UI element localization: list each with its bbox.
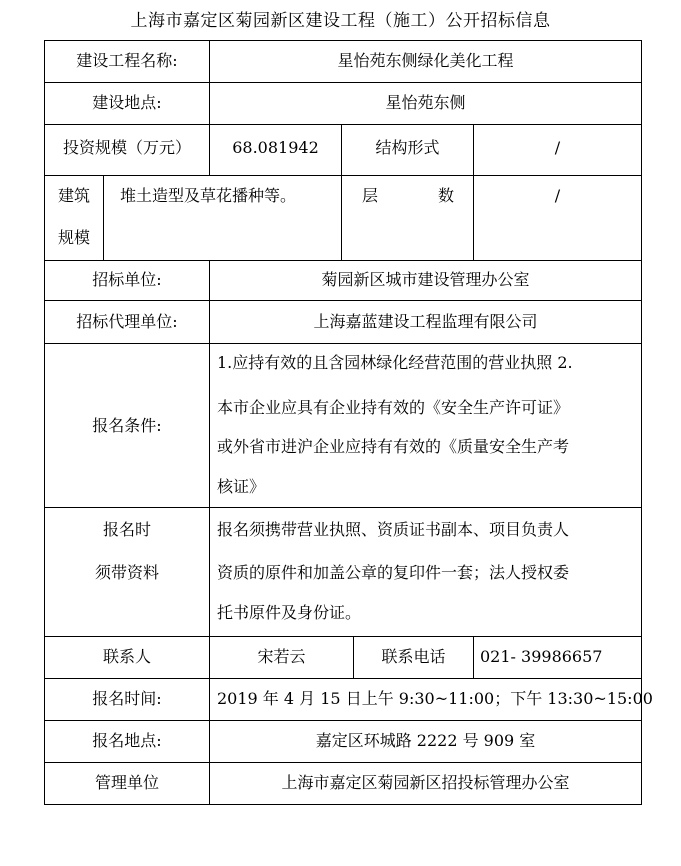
agent-label: 招标代理单位: [76, 312, 178, 331]
floors-value: / [554, 186, 561, 205]
investment-value: 68.081942 [232, 138, 319, 157]
phone-label: 联系电话 [381, 647, 446, 666]
documents-line: 托书原件及身份证。 [217, 603, 362, 622]
conditions-line: 1.应持有效的且含园林绿化经营范围的营业执照 2. [217, 353, 573, 372]
documents-label-line2: 须带资料 [94, 563, 159, 582]
documents-line: 资质的原件和加盖公章的复印件一套；法人授权委 [217, 563, 570, 582]
reg-place-label: 报名地点: [92, 731, 162, 750]
scale-value: 堆土造型及草花播种等。 [120, 186, 297, 205]
tenderer-label: 招标单位: [92, 270, 162, 289]
reg-time-label: 报名时间: [92, 689, 162, 708]
page-title: 上海市嘉定区菊园新区建设工程（施工）公开招标信息 [130, 11, 551, 31]
investment-label: 投资规模（万元） [62, 138, 191, 157]
conditions-line: 核证》 [217, 477, 266, 496]
phone-value: 021- 39986657 [480, 647, 603, 666]
scale-label-line1: 建筑 [57, 186, 90, 205]
scale-label-line2: 规模 [57, 228, 90, 247]
project-name-value: 星怡苑东侧绿化美化工程 [337, 51, 514, 70]
contact-value: 宋若云 [257, 647, 306, 666]
contact-label: 联系人 [102, 647, 151, 666]
documents-label-line1: 报名时 [102, 520, 151, 539]
project-name-label: 建设工程名称: [76, 51, 178, 70]
location-label: 建设地点: [92, 93, 162, 112]
manager-value: 上海市嘉定区菊园新区招投标管理办公室 [281, 773, 570, 792]
reg-time-value: 2019 年 4 月 15 日上午 9:30~11:00；下午 13:30~15:00 [217, 689, 653, 708]
conditions-line: 本市企业应具有企业持有效的《安全生产许可证》 [217, 398, 570, 417]
floors-label-a: 层 [362, 186, 379, 205]
agent-value: 上海嘉蓝建设工程监理有限公司 [313, 312, 538, 331]
tenderer-value: 菊园新区城市建设管理办公室 [321, 270, 530, 289]
conditions-line: 或外省市进沪企业应持有有效的《质量安全生产考 [217, 437, 570, 456]
conditions-label: 报名条件: [92, 416, 162, 435]
location-value: 星怡苑东侧 [385, 93, 466, 112]
structure-label: 结构形式 [375, 138, 440, 157]
structure-value: / [554, 138, 561, 157]
reg-place-value: 嘉定区环城路 2222 号 909 室 [315, 731, 536, 750]
floors-label-b: 数 [438, 186, 455, 205]
manager-label: 管理单位 [94, 773, 159, 792]
documents-line: 报名须携带营业执照、资质证书副本、项目负责人 [217, 520, 570, 539]
